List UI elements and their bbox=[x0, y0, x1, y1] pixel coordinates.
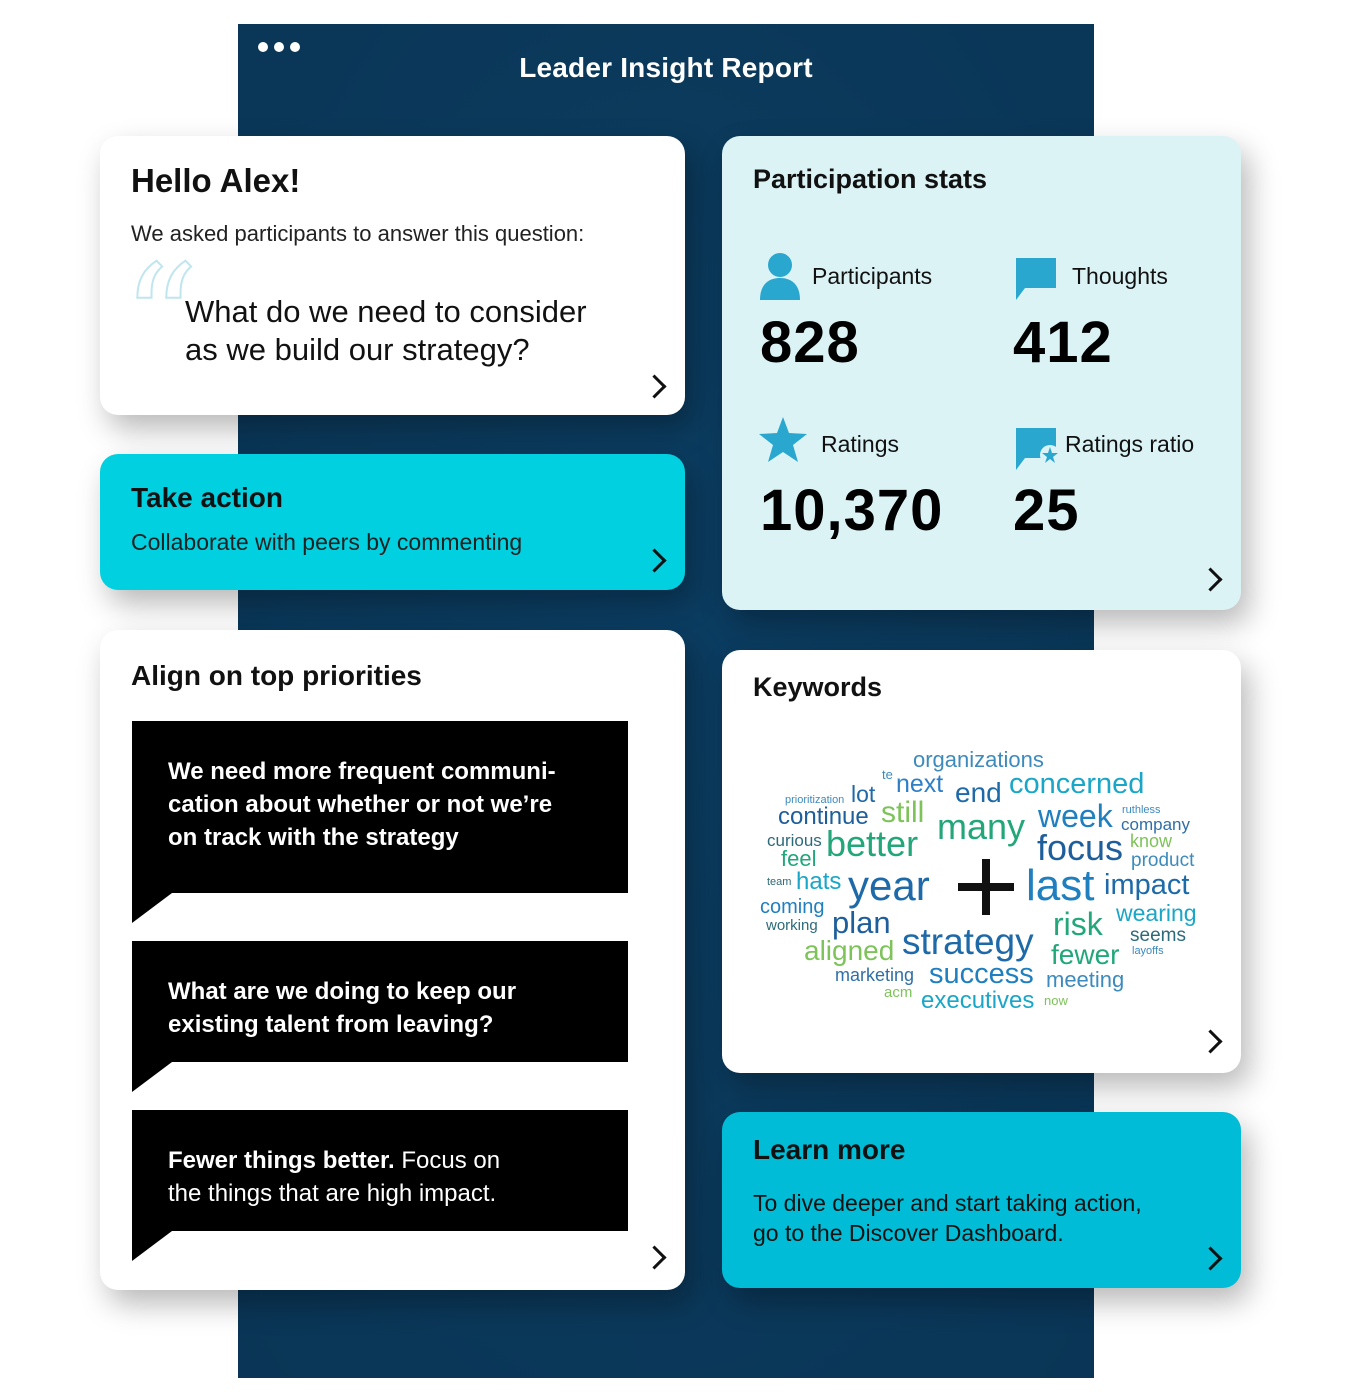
keyword: many bbox=[937, 806, 1026, 847]
keyword: team bbox=[767, 876, 792, 888]
plus-icon bbox=[982, 859, 990, 915]
keyword: te bbox=[882, 767, 893, 782]
keyword: marketing bbox=[835, 965, 915, 985]
keyword: fewer bbox=[1051, 939, 1120, 970]
keyword: lot bbox=[851, 781, 876, 807]
priority-quote-1 bbox=[132, 721, 628, 893]
keyword: company bbox=[1121, 815, 1190, 834]
question-intro: We asked participants to answer this question: bbox=[131, 221, 585, 246]
keyword: layoffs bbox=[1132, 945, 1164, 957]
keyword: coming bbox=[760, 896, 825, 918]
priorities-card[interactable] bbox=[100, 630, 685, 1290]
keyword: hats bbox=[796, 868, 842, 895]
quote-bold: Fewer things better. bbox=[168, 1147, 395, 1174]
keyword: impact bbox=[1104, 869, 1190, 901]
ratings-value: 10,370 bbox=[760, 478, 944, 543]
keyword: success bbox=[929, 958, 1034, 990]
learn-more-text bbox=[753, 1188, 1142, 1248]
chevron-right-icon[interactable] bbox=[642, 548, 666, 572]
speech-tail bbox=[132, 893, 172, 923]
keyword: acm bbox=[884, 984, 913, 1001]
learn-more-line-1: To dive deeper and start taking action, bbox=[753, 1190, 1142, 1216]
question-line-2: as we build our strategy? bbox=[185, 332, 530, 367]
keyword: year bbox=[848, 862, 930, 909]
keyword: strategy bbox=[902, 921, 1034, 962]
speech-tail bbox=[132, 1062, 172, 1092]
ratings-ratio-value: 25 bbox=[1013, 478, 1080, 543]
learn-more-card[interactable] bbox=[722, 1112, 1241, 1288]
keyword: aligned bbox=[804, 935, 895, 966]
keyword: focus bbox=[1037, 827, 1124, 868]
quote-mark-icon: “ bbox=[122, 246, 199, 346]
keyword: plan bbox=[832, 905, 891, 940]
keyword: know bbox=[1130, 831, 1173, 851]
keyword: organizations bbox=[913, 747, 1044, 772]
quote-line: existing talent from leaving? bbox=[168, 1011, 494, 1038]
chevron-right-icon[interactable] bbox=[1198, 1246, 1222, 1270]
keyword: curious bbox=[767, 831, 822, 850]
keyword: continue bbox=[778, 803, 869, 830]
priority-quote-2 bbox=[132, 941, 628, 1062]
participants-value: 828 bbox=[760, 310, 860, 375]
keyword: risk bbox=[1053, 906, 1103, 942]
keywords-title: Keywords bbox=[753, 672, 883, 702]
keyword: working bbox=[766, 917, 818, 934]
participation-title: Participation stats bbox=[753, 164, 988, 194]
keyword: feel bbox=[781, 846, 817, 871]
ratings-ratio-label: Ratings ratio bbox=[1065, 431, 1195, 457]
priority-quote-3 bbox=[132, 1110, 628, 1231]
speech-bubble-icon bbox=[1013, 256, 1059, 302]
keyword: seems bbox=[1130, 925, 1186, 946]
chevron-right-icon[interactable] bbox=[1198, 567, 1222, 591]
quote-line: the things that are high impact. bbox=[168, 1180, 497, 1207]
keyword: better bbox=[826, 823, 919, 864]
thoughts-label: Thoughts bbox=[1072, 263, 1168, 289]
learn-more-line-2: go to the Discover Dashboard. bbox=[753, 1220, 1064, 1246]
greeting-heading: Hello Alex! bbox=[131, 162, 301, 199]
keyword: week bbox=[1038, 798, 1113, 834]
keyword: executives bbox=[921, 987, 1035, 1014]
take-action-subtitle: Collaborate with peers by commenting bbox=[131, 529, 523, 555]
thoughts-value: 412 bbox=[1013, 310, 1113, 375]
quote-rest: Focus on bbox=[394, 1147, 501, 1174]
participants-label: Participants bbox=[812, 263, 933, 289]
quote-line: We need more frequent communi- bbox=[168, 758, 556, 785]
keyword: concerned bbox=[1009, 768, 1145, 800]
keyword: next bbox=[896, 770, 944, 798]
ratings-label: Ratings bbox=[821, 431, 899, 457]
keyword: product bbox=[1131, 850, 1195, 871]
chevron-right-icon[interactable] bbox=[642, 374, 666, 398]
question-card[interactable] bbox=[100, 136, 685, 415]
keyword: end bbox=[955, 777, 1002, 808]
person-icon bbox=[759, 252, 801, 300]
quote-line: What are we doing to keep our bbox=[168, 978, 517, 1005]
quote-line: on track with the strategy bbox=[168, 824, 459, 851]
learn-more-title: Learn more bbox=[753, 1134, 906, 1165]
star-icon bbox=[758, 416, 808, 464]
more-dots-icon[interactable] bbox=[258, 42, 300, 52]
chevron-right-icon[interactable] bbox=[642, 1245, 666, 1269]
keyword-cloud bbox=[722, 650, 1241, 1073]
keyword: prioritization bbox=[785, 794, 845, 806]
keyword: still bbox=[881, 796, 925, 829]
keyword: now bbox=[1044, 993, 1068, 1008]
keyword: last bbox=[1026, 861, 1095, 910]
report-title: Leader Insight Report bbox=[519, 52, 813, 83]
participation-stats-card[interactable] bbox=[722, 136, 1241, 610]
take-action-title: Take action bbox=[131, 482, 283, 513]
keywords-card[interactable] bbox=[722, 650, 1241, 1073]
quote-line: cation about whether or not we’re bbox=[168, 791, 553, 818]
take-action-card[interactable] bbox=[100, 454, 685, 590]
priorities-title: Align on top priorities bbox=[131, 660, 422, 691]
keyword: ruthless bbox=[1122, 804, 1161, 816]
keyword: wearing bbox=[1116, 900, 1197, 926]
rated-bubble-icon bbox=[1013, 426, 1061, 472]
question-text bbox=[185, 293, 587, 369]
keyword: meeting bbox=[1046, 967, 1125, 992]
question-line-1: What do we need to consider bbox=[185, 294, 587, 329]
speech-tail bbox=[132, 1231, 172, 1261]
